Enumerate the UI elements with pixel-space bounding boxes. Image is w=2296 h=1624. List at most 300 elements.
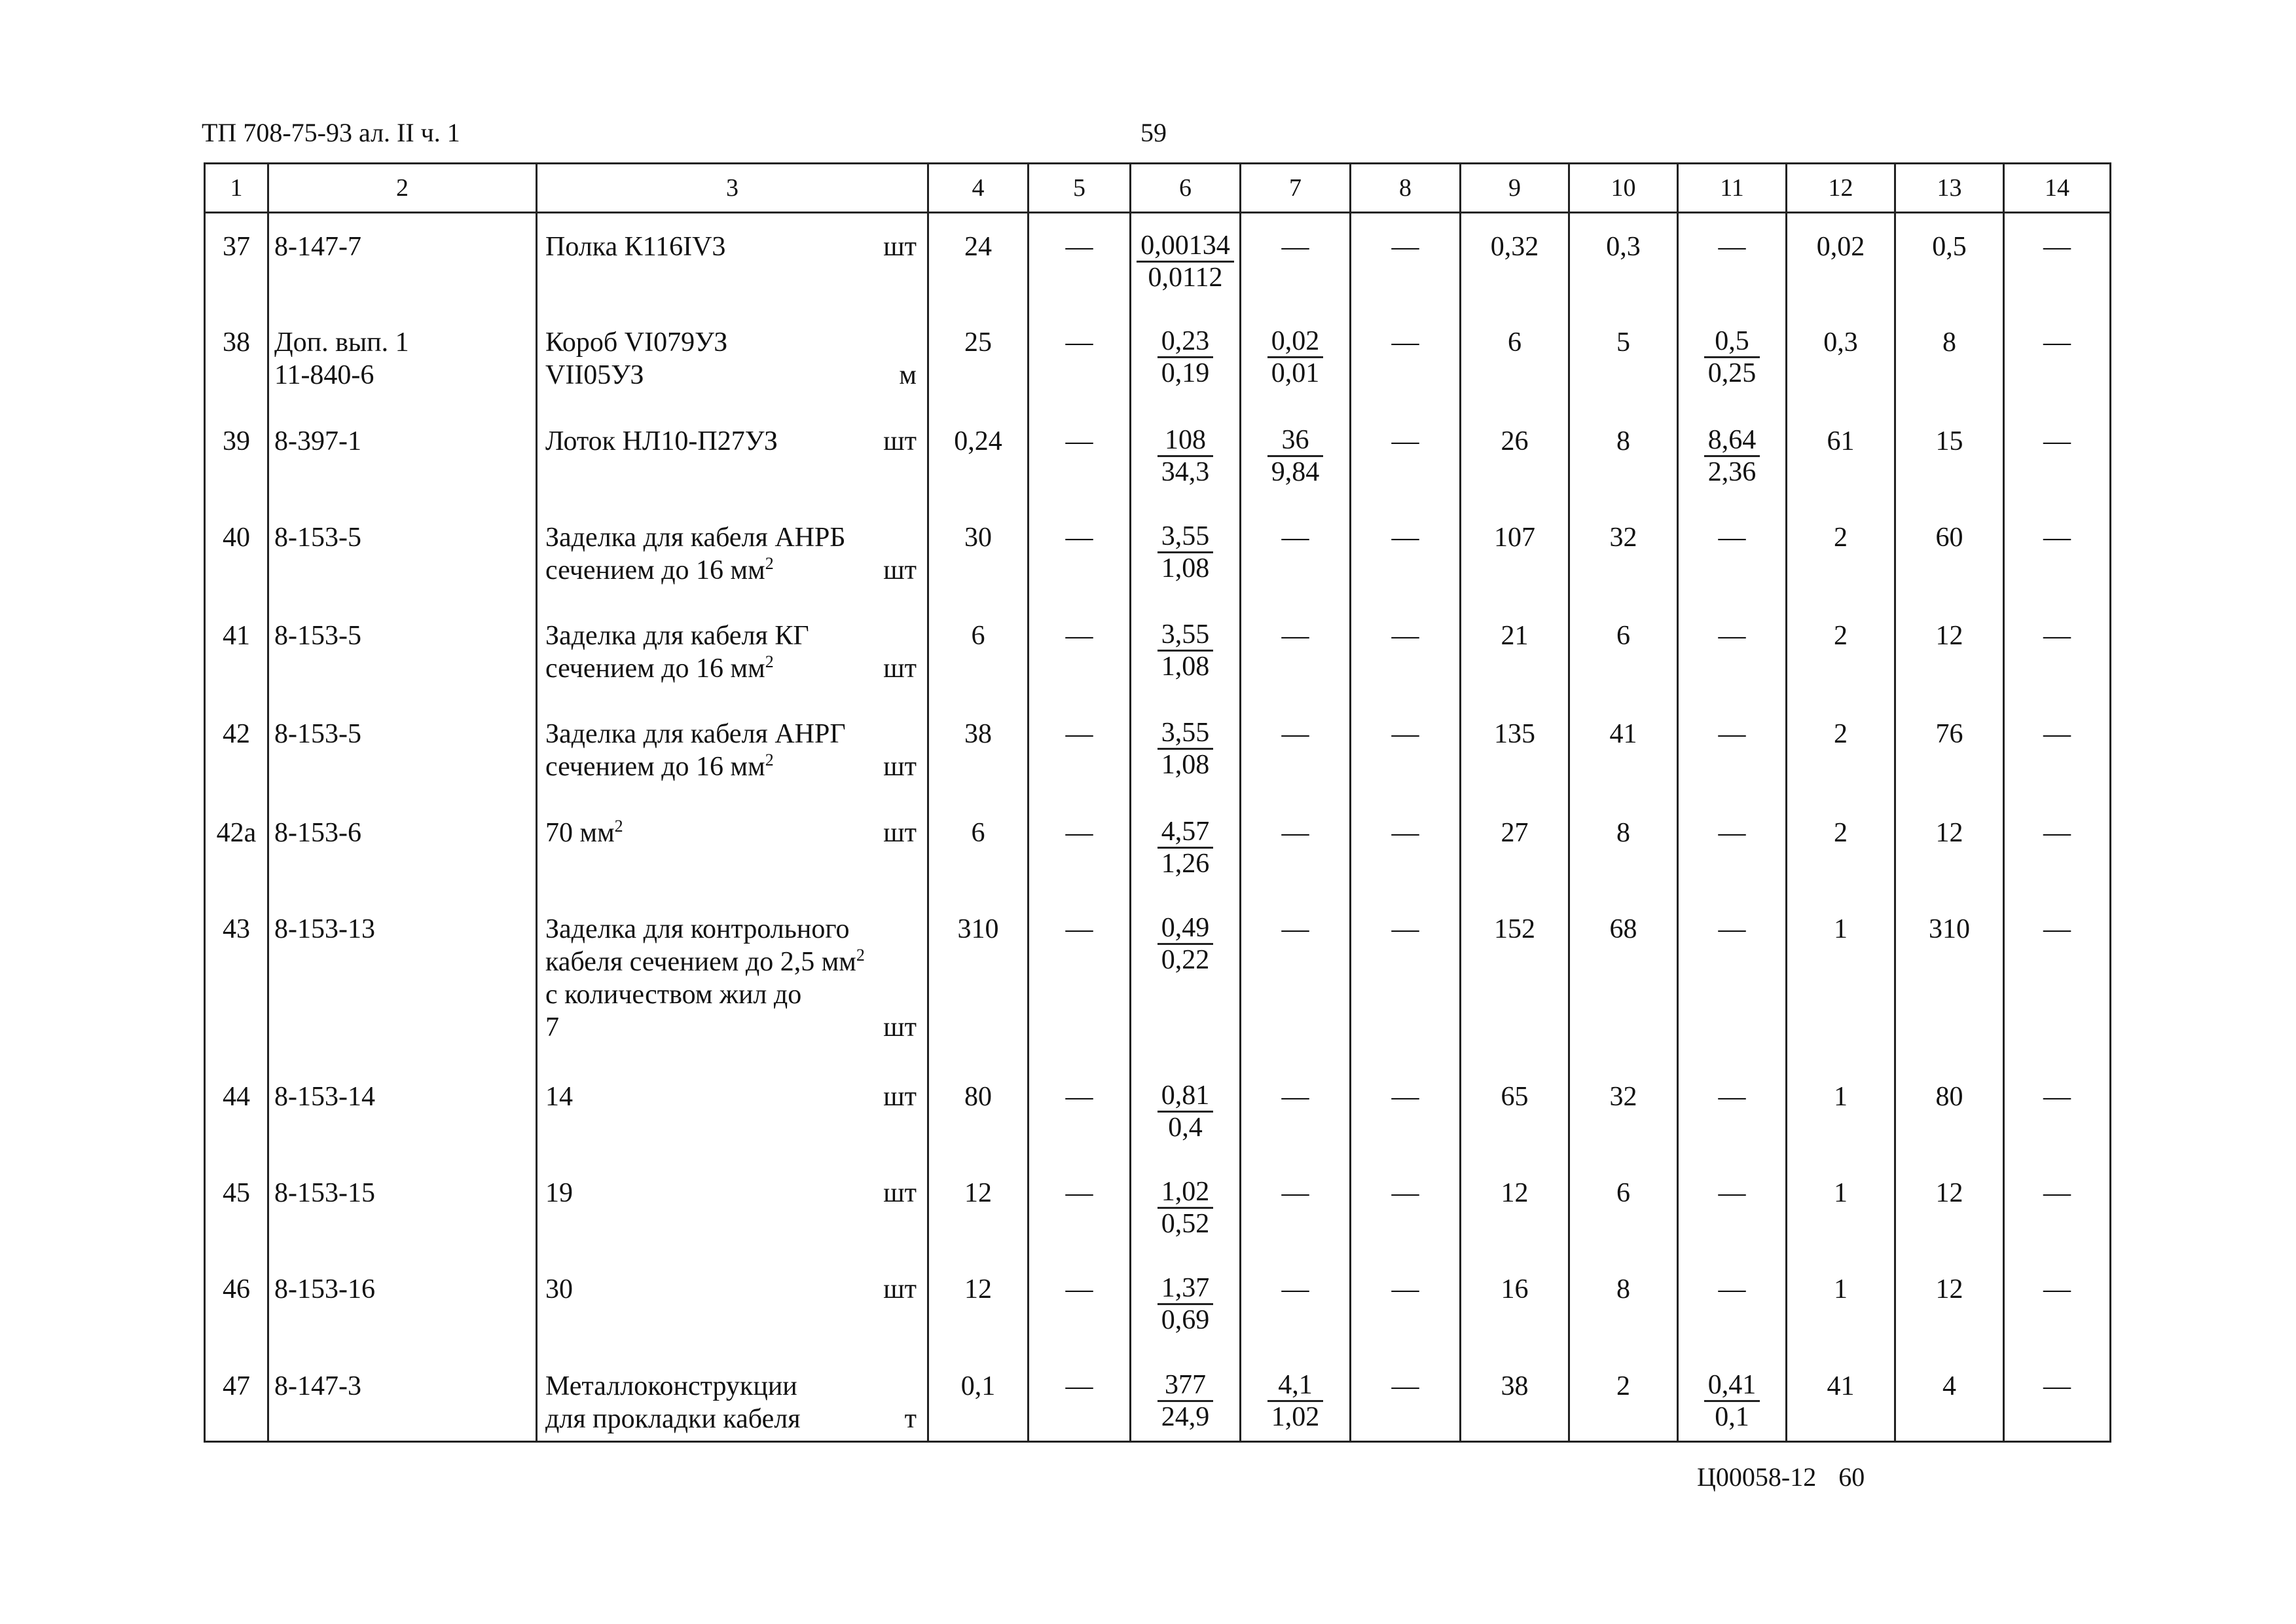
- cell-col-5: [1029, 690, 1131, 788]
- footer-code: Ц00058-12: [1697, 1462, 1817, 1492]
- cell-col-10: [1569, 690, 1678, 788]
- cell-value: —: [1718, 621, 1746, 652]
- cell-col-13: [1895, 397, 2004, 494]
- description-line: [545, 359, 927, 392]
- code-line: 8-153-5: [274, 522, 361, 553]
- cell-value: 8: [1616, 1274, 1630, 1305]
- cell-col-12: [1787, 885, 1895, 1053]
- cell-col-11: [1678, 213, 1787, 299]
- cell-col-13: [1895, 690, 2004, 788]
- denominator: 1,02: [1271, 1401, 1320, 1432]
- cell-item-number: [205, 494, 268, 592]
- fraction-value: [1157, 718, 1214, 780]
- cell-value: 32: [1609, 1082, 1637, 1113]
- cell-item-number: [205, 213, 268, 299]
- cell-col-5: [1029, 592, 1131, 690]
- cell-value: 2: [1834, 522, 1848, 553]
- code-line: 8-153-5: [274, 621, 361, 652]
- cell-col-7: [1241, 1342, 1351, 1442]
- description-line: [545, 817, 927, 849]
- description-line: [545, 1080, 927, 1113]
- cell-value: —: [1281, 1274, 1309, 1305]
- column-header-4: 4: [928, 164, 1029, 213]
- cell-value: 0,02: [1816, 232, 1865, 262]
- column-header-3: 3: [537, 164, 928, 213]
- column-header-5: 5: [1029, 164, 1131, 213]
- cell-col-6: [1131, 299, 1241, 397]
- cell-col-12: [1787, 1342, 1895, 1442]
- cell-code: [268, 885, 537, 1053]
- cell-item-number: [205, 1342, 268, 1442]
- table-row: [205, 789, 2111, 885]
- cell-col-11: [1678, 592, 1787, 690]
- description-line: [545, 750, 927, 783]
- cell-col-7: [1241, 1149, 1351, 1246]
- cell-col-8: [1351, 494, 1461, 592]
- cell-col-10: [1569, 1246, 1678, 1342]
- fraction-value: [1157, 1177, 1214, 1239]
- cell-value: 39: [223, 426, 250, 456]
- cell-value: 6: [971, 817, 985, 848]
- cell-col-11: [1678, 690, 1787, 788]
- cell-value: 37: [223, 232, 250, 262]
- cell-col-8: [1351, 592, 1461, 690]
- description-text: Металлоконструкции: [545, 1371, 797, 1401]
- cell-value: —: [1065, 621, 1093, 652]
- table-row: [205, 397, 2111, 494]
- cell-value: —: [1281, 522, 1309, 553]
- cell-col-7: [1241, 213, 1351, 299]
- cell-value: 310: [1929, 913, 1970, 944]
- fraction-value: [1157, 619, 1214, 682]
- cell-code: [268, 789, 537, 885]
- cell-col-5: [1029, 213, 1131, 299]
- cell-item-number: [205, 397, 268, 494]
- cell-col-6: [1131, 397, 1241, 494]
- cell-value: 0,3: [1606, 232, 1641, 262]
- description-text: для прокладки кабеля: [545, 1403, 801, 1434]
- numerator: 377: [1157, 1370, 1214, 1402]
- description-line: [545, 425, 927, 458]
- cell-col-7: [1241, 1246, 1351, 1342]
- unit-label: шт: [883, 1178, 917, 1209]
- cell-description: [537, 789, 928, 885]
- cell-col-12: [1787, 494, 1895, 592]
- cell-value: 61: [1827, 426, 1855, 456]
- cell-value: 12: [1935, 817, 1963, 848]
- cell-value: —: [1718, 232, 1746, 262]
- cell-col-10: [1569, 299, 1678, 397]
- fraction-value: [1157, 1273, 1214, 1335]
- unit-label: шт: [883, 817, 917, 848]
- cell-code: [268, 1149, 537, 1246]
- cell-value: —: [2043, 719, 2071, 750]
- cell-col-4: [928, 494, 1029, 592]
- cell-description: [537, 1149, 928, 1246]
- table-row: [205, 885, 2111, 1053]
- column-number-row: [205, 164, 2111, 213]
- cell-col-12: [1787, 592, 1895, 690]
- description-line: [545, 652, 927, 685]
- cell-value: —: [1065, 1178, 1093, 1209]
- cell-col-7: [1241, 397, 1351, 494]
- cell-value: —: [1281, 719, 1309, 750]
- cell-value: 26: [1501, 426, 1529, 456]
- cell-value: 0,5: [1932, 232, 1967, 262]
- cell-value: 2: [1834, 817, 1848, 848]
- cell-col-5: [1029, 885, 1131, 1053]
- cell-col-8: [1351, 690, 1461, 788]
- cell-value: —: [1391, 1274, 1419, 1305]
- description-text: Заделка для кабеля АНРБ: [545, 522, 846, 553]
- numerator: 3,55: [1157, 521, 1214, 553]
- denominator: 0,19: [1161, 358, 1210, 389]
- cell-value: —: [1391, 621, 1419, 652]
- description-text: 70 $мм^2$: [545, 816, 623, 848]
- unit-label: шт: [883, 426, 917, 456]
- cell-col-8: [1351, 789, 1461, 885]
- cell-value: —: [1065, 327, 1093, 358]
- cell-value: —: [2043, 1274, 2071, 1305]
- cell-value: 32: [1609, 522, 1637, 553]
- cell-value: 15: [1935, 426, 1963, 456]
- cell-value: 76: [1935, 719, 1963, 750]
- cell-col-10: [1569, 1053, 1678, 1149]
- numerator: 8,64: [1704, 425, 1760, 457]
- table-row: [205, 1053, 2111, 1149]
- cell-col-10: [1569, 789, 1678, 885]
- cell-value: 44: [223, 1082, 250, 1113]
- cell-value: 16: [1501, 1274, 1529, 1305]
- cell-col-6: [1131, 494, 1241, 592]
- cell-col-7: [1241, 1053, 1351, 1149]
- cell-col-10: [1569, 592, 1678, 690]
- cell-col-14: [2004, 213, 2111, 299]
- denominator: 0,4: [1168, 1113, 1203, 1143]
- column-header-13: 13: [1895, 164, 2004, 213]
- cell-value: —: [1391, 1082, 1419, 1113]
- cell-col-8: [1351, 1342, 1461, 1442]
- description-text: Заделка для контрольного: [545, 913, 850, 944]
- cell-item-number: [205, 1149, 268, 1246]
- numerator: 0,49: [1157, 913, 1214, 945]
- numerator: 0,41: [1704, 1370, 1760, 1402]
- cell-col-9: [1461, 1053, 1569, 1149]
- fraction-value: [1157, 425, 1214, 487]
- unit-label: шт: [883, 1012, 917, 1043]
- cell-value: —: [2043, 817, 2071, 848]
- numerator: 1,02: [1157, 1177, 1214, 1209]
- fraction-value: [1267, 425, 1324, 487]
- cell-col-7: [1241, 494, 1351, 592]
- cell-col-4: [928, 213, 1029, 299]
- column-header-11: 11: [1678, 164, 1787, 213]
- cell-value: —: [1718, 1178, 1746, 1209]
- unit-label: шт: [883, 1082, 917, 1113]
- cell-description: [537, 299, 928, 397]
- cell-col-7: [1241, 789, 1351, 885]
- numerator: 4,1: [1267, 1370, 1324, 1402]
- cell-value: —: [2043, 1082, 2071, 1113]
- cell-col-5: [1029, 789, 1131, 885]
- cell-value: —: [1391, 1178, 1419, 1209]
- cell-col-4: [928, 299, 1029, 397]
- cell-col-13: [1895, 1149, 2004, 1246]
- cell-value: 8: [1616, 426, 1630, 456]
- fraction-value: [1157, 326, 1214, 388]
- description-text: Заделка для кабеля КГ: [545, 621, 809, 652]
- cell-item-number: [205, 885, 268, 1053]
- cell-col-4: [928, 885, 1029, 1053]
- cell-col-9: [1461, 789, 1569, 885]
- cell-col-8: [1351, 885, 1461, 1053]
- cell-value: —: [1718, 1082, 1746, 1113]
- cell-value: 1: [1834, 1178, 1848, 1209]
- cell-value: —: [1281, 913, 1309, 944]
- cell-value: 38: [1501, 1371, 1529, 1401]
- numerator: 108: [1157, 425, 1214, 457]
- fraction-value: [1157, 817, 1214, 879]
- cell-value: 68: [1609, 913, 1637, 944]
- cell-code: [268, 494, 537, 592]
- cell-value: —: [1065, 1274, 1093, 1305]
- cell-description: [537, 397, 928, 494]
- cell-item-number: [205, 592, 268, 690]
- cell-code: [268, 299, 537, 397]
- cell-col-14: [2004, 1246, 2111, 1342]
- unit-label: шт: [883, 654, 917, 684]
- unit-label: шт: [883, 1274, 917, 1305]
- cell-col-13: [1895, 789, 2004, 885]
- cell-value: 47: [223, 1371, 250, 1401]
- cell-col-12: [1787, 1053, 1895, 1149]
- fraction-value: [1704, 1370, 1760, 1432]
- cell-col-14: [2004, 299, 2111, 397]
- cell-value: —: [1065, 719, 1093, 750]
- cell-code: [268, 690, 537, 788]
- cell-col-14: [2004, 1342, 2111, 1442]
- cell-value: 41: [1609, 719, 1637, 750]
- cell-value: —: [1391, 913, 1419, 944]
- cell-value: —: [2043, 327, 2071, 358]
- cell-col-5: [1029, 1246, 1131, 1342]
- cell-value: —: [1281, 1082, 1309, 1113]
- cell-col-12: [1787, 1149, 1895, 1246]
- cell-value: 80: [964, 1082, 992, 1113]
- cell-value: 6: [1616, 621, 1630, 652]
- cell-value: 135: [1494, 719, 1535, 750]
- cell-col-14: [2004, 592, 2111, 690]
- cell-description: [537, 1053, 928, 1149]
- cell-col-12: [1787, 299, 1895, 397]
- table-row: [205, 592, 2111, 690]
- description-text: сечением до 16 $мм^2$: [545, 652, 774, 684]
- denominator: 1,08: [1161, 750, 1210, 781]
- cell-value: 12: [964, 1178, 992, 1209]
- description-text: VII05УЗ: [545, 360, 644, 391]
- code-line: 8-153-5: [274, 719, 361, 750]
- denominator: 0,52: [1161, 1209, 1210, 1240]
- cell-value: 12: [1935, 1178, 1963, 1209]
- cell-description: [537, 690, 928, 788]
- document-reference: ТП 708-75-93 ал. II ч. 1: [202, 118, 460, 147]
- cell-col-9: [1461, 1342, 1569, 1442]
- cell-value: —: [2043, 426, 2071, 456]
- cell-value: —: [2043, 522, 2071, 553]
- code-line: 8-153-14: [274, 1082, 375, 1113]
- cell-col-4: [928, 1053, 1029, 1149]
- cell-value: 0,32: [1490, 232, 1539, 262]
- numerator: 4,57: [1157, 817, 1214, 849]
- table-row: [205, 1342, 2111, 1442]
- cell-code: [268, 1342, 537, 1442]
- cell-col-4: [928, 1149, 1029, 1246]
- cell-item-number: [205, 1246, 268, 1342]
- cell-col-7: [1241, 690, 1351, 788]
- description-line: [545, 1403, 927, 1435]
- description-text: с количеством жил до: [545, 979, 802, 1010]
- cell-value: 107: [1494, 522, 1535, 553]
- cell-code: [268, 213, 537, 299]
- cell-value: 21: [1501, 621, 1529, 652]
- denominator: 34,3: [1161, 456, 1210, 487]
- column-header-6: 6: [1131, 164, 1241, 213]
- cell-col-11: [1678, 1053, 1787, 1149]
- cell-value: —: [1281, 621, 1309, 652]
- cell-col-5: [1029, 1342, 1131, 1442]
- denominator: 0,1: [1715, 1401, 1749, 1432]
- cell-col-10: [1569, 1149, 1678, 1246]
- cell-value: —: [2043, 232, 2071, 262]
- description-text: 14: [545, 1082, 573, 1113]
- cell-col-13: [1895, 299, 2004, 397]
- cell-col-10: [1569, 213, 1678, 299]
- numerator: 0,00134: [1137, 231, 1234, 263]
- unit-label: т: [904, 1403, 917, 1434]
- cell-col-12: [1787, 397, 1895, 494]
- column-header-7: 7: [1241, 164, 1351, 213]
- cell-col-4: [928, 789, 1029, 885]
- cell-col-7: [1241, 299, 1351, 397]
- fraction-value: [1267, 326, 1324, 388]
- cell-value: 5: [1616, 327, 1630, 358]
- description-line: [545, 521, 927, 554]
- cell-value: —: [1281, 817, 1309, 848]
- code-line: 11-840-6: [274, 360, 374, 391]
- cell-col-6: [1131, 592, 1241, 690]
- cell-col-11: [1678, 299, 1787, 397]
- cell-col-14: [2004, 789, 2111, 885]
- cell-col-11: [1678, 494, 1787, 592]
- cell-col-10: [1569, 1342, 1678, 1442]
- description-line: [545, 1273, 927, 1306]
- cell-value: 152: [1494, 913, 1535, 944]
- cell-value: —: [1391, 522, 1419, 553]
- cell-item-number: [205, 690, 268, 788]
- code-line: 8-397-1: [274, 426, 361, 456]
- description-line: [545, 946, 927, 978]
- cell-value: —: [1391, 232, 1419, 262]
- description-text: Заделка для кабеля АНРГ: [545, 719, 846, 750]
- unit-label: шт: [883, 232, 917, 262]
- denominator: 0,0112: [1148, 263, 1223, 293]
- cell-col-6: [1131, 885, 1241, 1053]
- denominator: 0,69: [1161, 1305, 1210, 1336]
- column-header-10: 10: [1569, 164, 1678, 213]
- cell-description: [537, 1342, 928, 1442]
- description-line: [545, 1370, 927, 1403]
- cell-col-5: [1029, 299, 1131, 397]
- cell-col-12: [1787, 1246, 1895, 1342]
- cell-col-6: [1131, 1246, 1241, 1342]
- cell-code: [268, 397, 537, 494]
- cell-col-14: [2004, 885, 2111, 1053]
- cell-value: 0,1: [960, 1371, 996, 1401]
- unit-label: шт: [883, 752, 917, 783]
- fraction-value: [1267, 1370, 1324, 1432]
- cell-value: 6: [1616, 1178, 1630, 1209]
- cell-col-4: [928, 690, 1029, 788]
- cell-value: 60: [1935, 522, 1963, 553]
- cell-col-6: [1131, 1149, 1241, 1246]
- cell-value: 8: [1616, 817, 1630, 848]
- cell-col-6: [1131, 690, 1241, 788]
- cell-col-12: [1787, 213, 1895, 299]
- cell-col-14: [2004, 1053, 2111, 1149]
- fraction-value: [1157, 521, 1214, 583]
- cell-col-10: [1569, 494, 1678, 592]
- cell-col-5: [1029, 1149, 1131, 1246]
- cell-value: 0,3: [1823, 327, 1858, 358]
- cell-col-8: [1351, 1246, 1461, 1342]
- cell-col-11: [1678, 1342, 1787, 1442]
- description-text: 19: [545, 1178, 573, 1209]
- cell-value: 65: [1501, 1082, 1529, 1113]
- description-text: 30: [545, 1274, 573, 1305]
- denominator: 0,01: [1271, 358, 1320, 389]
- cell-value: —: [1065, 232, 1093, 262]
- denominator: 1,26: [1161, 848, 1210, 879]
- cell-value: —: [1391, 426, 1419, 456]
- cell-col-10: [1569, 885, 1678, 1053]
- table-row: [205, 1149, 2111, 1246]
- numerator: 3,55: [1157, 619, 1214, 652]
- code-line: 8-153-15: [274, 1178, 375, 1209]
- cell-value: 46: [223, 1274, 250, 1305]
- denominator: 0,22: [1161, 944, 1210, 975]
- description-text: Короб VI079УЗ: [545, 327, 728, 358]
- denominator: 0,25: [1707, 358, 1757, 389]
- cell-col-13: [1895, 494, 2004, 592]
- cell-value: —: [1065, 426, 1093, 456]
- denominator: 24,9: [1161, 1401, 1210, 1432]
- description-text: сечением до 16 $мм^2$: [545, 553, 774, 585]
- cell-value: 38: [964, 719, 992, 750]
- fraction-value: [1137, 231, 1234, 293]
- description-line: [545, 619, 927, 652]
- denominator: 9,84: [1271, 456, 1320, 487]
- cell-value: 6: [971, 621, 985, 652]
- cell-value: 45: [223, 1178, 250, 1209]
- cell-value: —: [2043, 1371, 2071, 1401]
- cell-col-8: [1351, 1053, 1461, 1149]
- numerator: 36: [1267, 425, 1324, 457]
- numerator: 1,37: [1157, 1273, 1214, 1305]
- cell-description: [537, 213, 928, 299]
- unit-label: шт: [883, 555, 917, 585]
- numerator: 3,55: [1157, 718, 1214, 750]
- cell-value: 6: [1508, 327, 1522, 358]
